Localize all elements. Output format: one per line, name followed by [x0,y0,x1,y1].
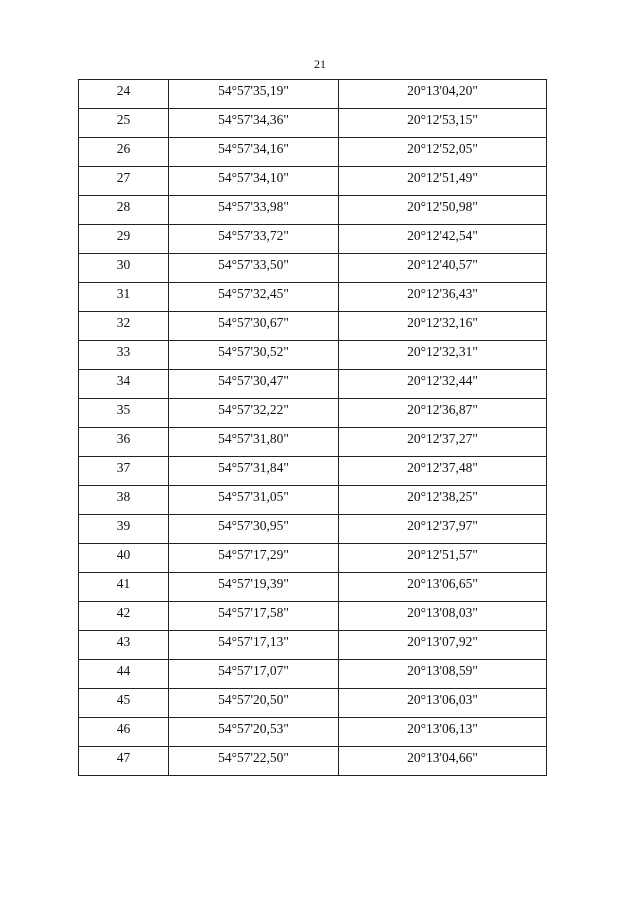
point-number-cell: 39 [79,515,169,544]
latitude-cell: 54°57'32,22" [169,399,339,428]
longitude-cell: 20°12'36,43" [339,283,547,312]
latitude-cell: 54°57'19,39" [169,573,339,602]
latitude-cell: 54°57'30,52" [169,341,339,370]
latitude-cell: 54°57'32,45" [169,283,339,312]
point-number-cell: 41 [79,573,169,602]
coordinates-table-body [79,80,547,776]
point-number-cell: 35 [79,399,169,428]
table-row [79,80,547,109]
longitude-cell: 20°12'37,27" [339,428,547,457]
point-number-cell: 25 [79,109,169,138]
latitude-cell: 54°57'31,05" [169,486,339,515]
longitude-cell: 20°12'51,57" [339,544,547,573]
table-row [79,341,547,370]
point-number-cell: 45 [79,689,169,718]
point-number-cell: 27 [79,167,169,196]
latitude-cell: 54°57'34,16" [169,138,339,167]
longitude-cell: 20°12'53,15" [339,109,547,138]
longitude-cell: 20°12'42,54" [339,225,547,254]
point-number-cell: 32 [79,312,169,341]
table-row [79,689,547,718]
table-row [79,399,547,428]
table-row [79,254,547,283]
point-number-cell: 28 [79,196,169,225]
table-row [79,109,547,138]
table-row [79,167,547,196]
table-row [79,370,547,399]
longitude-cell: 20°12'37,97" [339,515,547,544]
point-number-cell: 37 [79,457,169,486]
point-number-cell: 33 [79,341,169,370]
point-number-cell: 38 [79,486,169,515]
table-row [79,428,547,457]
latitude-cell: 54°57'17,58" [169,602,339,631]
point-number-cell: 40 [79,544,169,573]
longitude-cell: 20°12'38,25" [339,486,547,515]
latitude-cell: 54°57'33,72" [169,225,339,254]
point-number-cell: 24 [79,80,169,109]
table-row [79,660,547,689]
table-row [79,457,547,486]
table-row [79,196,547,225]
latitude-cell: 54°57'17,29" [169,544,339,573]
table-row [79,573,547,602]
latitude-cell: 54°57'17,13" [169,631,339,660]
longitude-cell: 20°12'52,05" [339,138,547,167]
table-row [79,631,547,660]
coordinates-table [78,79,547,776]
latitude-cell: 54°57'33,98" [169,196,339,225]
point-number-cell: 46 [79,718,169,747]
latitude-cell: 54°57'20,50" [169,689,339,718]
point-number-cell: 43 [79,631,169,660]
point-number-cell: 26 [79,138,169,167]
longitude-cell: 20°12'32,16" [339,312,547,341]
table-row [79,718,547,747]
longitude-cell: 20°13'06,13" [339,718,547,747]
table-row [79,747,547,776]
point-number-cell: 47 [79,747,169,776]
longitude-cell: 20°12'50,98" [339,196,547,225]
longitude-cell: 20°13'04,66" [339,747,547,776]
page-number: 21 [314,57,326,71]
latitude-cell: 54°57'34,10" [169,167,339,196]
table-row [79,283,547,312]
latitude-cell: 54°57'17,07" [169,660,339,689]
longitude-cell: 20°13'07,92" [339,631,547,660]
longitude-cell: 20°12'40,57" [339,254,547,283]
longitude-cell: 20°12'32,31" [339,341,547,370]
point-number-cell: 29 [79,225,169,254]
point-number-cell: 31 [79,283,169,312]
longitude-cell: 20°13'08,03" [339,602,547,631]
longitude-cell: 20°12'51,49" [339,167,547,196]
point-number-cell: 42 [79,602,169,631]
table-row [79,544,547,573]
table-row [79,138,547,167]
latitude-cell: 54°57'30,47" [169,370,339,399]
point-number-cell: 44 [79,660,169,689]
latitude-cell: 54°57'33,50" [169,254,339,283]
longitude-cell: 20°13'08,59" [339,660,547,689]
longitude-cell: 20°12'37,48" [339,457,547,486]
table-row [79,515,547,544]
latitude-cell: 54°57'31,84" [169,457,339,486]
latitude-cell: 54°57'22,50" [169,747,339,776]
latitude-cell: 54°57'30,95" [169,515,339,544]
longitude-cell: 20°12'32,44" [339,370,547,399]
latitude-cell: 54°57'31,80" [169,428,339,457]
point-number-cell: 36 [79,428,169,457]
point-number-cell: 30 [79,254,169,283]
table-row [79,602,547,631]
longitude-cell: 20°13'06,65" [339,573,547,602]
longitude-cell: 20°13'04,20" [339,80,547,109]
table-row [79,312,547,341]
latitude-cell: 54°57'30,67" [169,312,339,341]
latitude-cell: 54°57'20,53" [169,718,339,747]
table-row [79,486,547,515]
latitude-cell: 54°57'34,36" [169,109,339,138]
longitude-cell: 20°13'06,03" [339,689,547,718]
latitude-cell: 54°57'35,19" [169,80,339,109]
longitude-cell: 20°12'36,87" [339,399,547,428]
point-number-cell: 34 [79,370,169,399]
table-row [79,225,547,254]
